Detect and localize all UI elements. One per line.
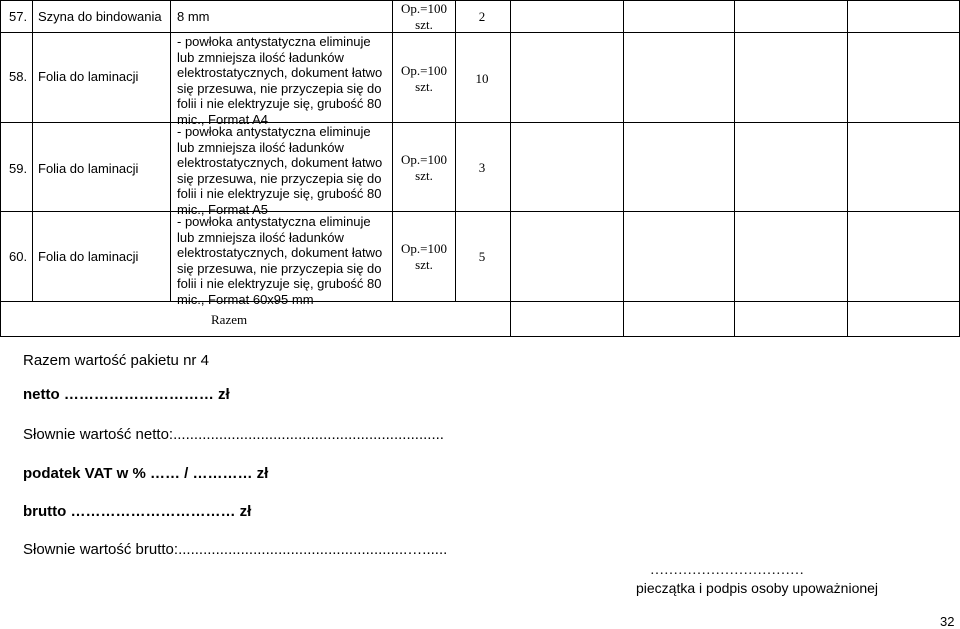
row-divider	[0, 211, 960, 212]
product-description: 8 mm	[177, 9, 210, 24]
product-name: Szyna do bindowania	[38, 9, 162, 24]
column-divider	[623, 0, 624, 337]
column-divider	[170, 0, 171, 302]
unit-of-measure: Op.=100 szt.	[401, 241, 447, 272]
row-divider	[0, 32, 960, 33]
column-divider	[455, 0, 456, 302]
quantity: 2	[478, 9, 486, 24]
row-divider	[0, 301, 960, 302]
table-border-bottom	[0, 336, 960, 337]
signature-label: pieczątka i podpis osoby upoważnionej	[636, 580, 879, 596]
signature-dots: ……………………………	[650, 563, 804, 578]
row-number: 60.	[9, 249, 28, 264]
summary-title: Razem wartość pakietu nr 4	[23, 352, 209, 369]
column-divider	[32, 0, 33, 302]
column-divider	[734, 0, 735, 337]
vat-line: podatek VAT w % …… / ………… zł	[23, 465, 269, 482]
netto-in-words-line: Słownie wartość netto:.................................................................	[23, 426, 444, 443]
product-name: Folia do laminacji	[38, 249, 139, 264]
product-description: - powłoka antystatyczna eliminuje lub zmniejsza ilość ładunków elektrostatycznych, dokument łatwo się przesuwa, nie przyczepia się do folii i nie elektryzuje się, grubość 80 mic., Format A4	[177, 34, 383, 127]
brutto-line: brutto …………………………… zł	[23, 503, 252, 520]
row-number: 58.	[9, 69, 28, 84]
unit-of-measure: Op.=100 szt.	[401, 63, 447, 94]
table-border-top	[0, 0, 960, 1]
unit-of-measure: Op.=100 szt.	[401, 152, 447, 183]
row-divider	[0, 122, 960, 123]
product-name: Folia do laminacji	[38, 161, 139, 176]
table-border-left	[0, 0, 1, 337]
page-number: 32	[940, 614, 955, 629]
quantity: 10	[475, 71, 489, 86]
table-total-label: Razem	[211, 312, 248, 327]
product-description: - powłoka antystatyczna eliminuje lub zmniejsza ilość ładunków elektrostatycznych, dokument łatwo się przesuwa, nie przyczepia się do folii i nie elektryzuje się, grubość 80 mic., Format 60x95 mm	[177, 214, 383, 307]
quantity: 5	[478, 249, 486, 264]
unit-of-measure: Op.=100 szt.	[401, 1, 447, 32]
quantity: 3	[478, 160, 486, 175]
row-number: 57.	[9, 9, 28, 24]
brutto-in-words-line: Słownie wartość brutto:.......................................................…......	[23, 541, 448, 558]
column-divider	[510, 0, 511, 337]
product-name: Folia do laminacji	[38, 69, 139, 84]
netto-line: netto ………………………… zł	[23, 386, 230, 403]
column-divider	[847, 0, 848, 337]
row-number: 59.	[9, 161, 28, 176]
product-description: - powłoka antystatyczna eliminuje lub zmniejsza ilość ładunków elektrostatycznych, dokument łatwo się przesuwa, nie przyczepia się do folii i nie elektryzuje się, grubość 80 mic., Format A5	[177, 124, 383, 217]
